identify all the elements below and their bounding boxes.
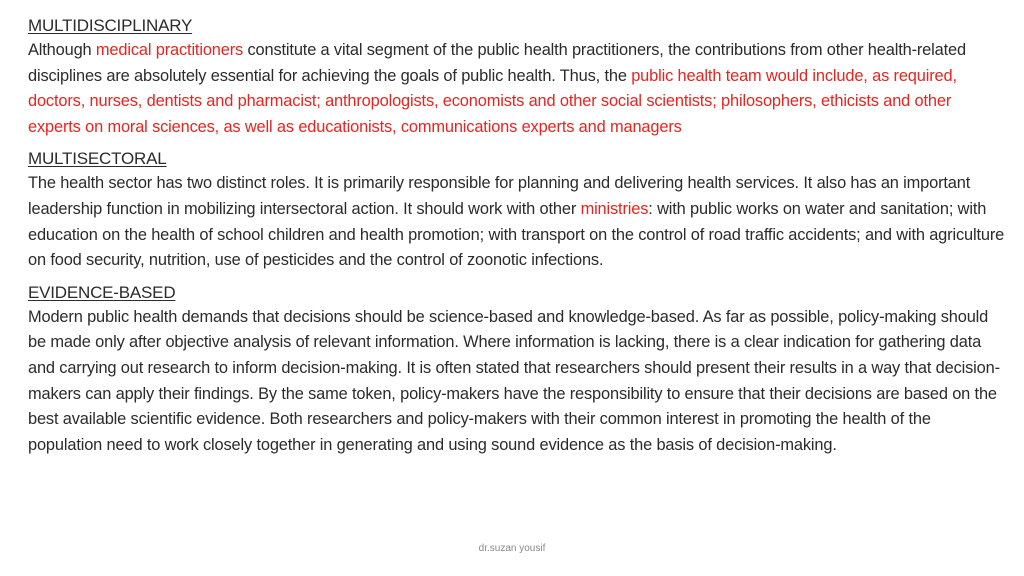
text-run: : with public works on water and sanitation; with education on the health of school children and health promotion; with transport on the control of road traffic accidents; and with agriculture on food security, nutrition, use of pesticides and the control of zoonotic infections. bbox=[28, 199, 1005, 270]
highlight-text: public health team would include, as required, doctors, nurses, dentists and pharmacist; anthropologists, economists and other social scientists; philosophers, ethicists and other experts on moral sciences, as well as educationists, communications experts and managers bbox=[28, 66, 957, 136]
section-multidisciplinary bbox=[28, 14, 1008, 140]
slide-content bbox=[28, 14, 1008, 458]
highlight-text: ministries bbox=[580, 199, 649, 218]
highlight-text: medical practitioners bbox=[95, 41, 244, 59]
footer-author: dr.suzan yousif bbox=[478, 543, 546, 554]
text-run: constitute a vital segment of the public health practitioners, the contributions from other health-related disciplines are absolutely essential for achieving the goals of public health. Thus, the bbox=[28, 41, 966, 85]
section-heading: MULTIDISCIPLINARY bbox=[28, 16, 193, 35]
text-run: The health sector has two distinct roles. It is primarily responsible for planning and delivering health services. It also has an important leadership function in mobilizing intersectoral action. It should work with other bbox=[28, 174, 971, 218]
section-heading: MULTISECTORAL bbox=[28, 149, 167, 169]
section-evidence-based bbox=[28, 281, 1008, 459]
section-paragraph bbox=[28, 38, 1008, 140]
section-paragraph bbox=[28, 171, 1008, 273]
text-run: Although bbox=[28, 41, 96, 59]
section-multisectoral bbox=[28, 147, 1008, 273]
section-paragraph: Modern public health demands that decisions should be science-based and knowledge-based. As far as possible, policy-making should be made only after objective analysis of relevant information. Where information is lacking, there is a clear indication for gathering data and carrying out research to inform decision-making. It is often stated that researchers should present their results in a way that decision-makers can apply their findings. By the same token, policy-makers have the responsibility to ensure that their decisions are based on the best available scientific evidence. Both researchers and policy-makers with their common interest in promoting the health of the population need to work closely together in generating and using sound evidence as the basis of decision-making. bbox=[28, 307, 1000, 454]
section-heading: EVIDENCE-BASED bbox=[28, 282, 176, 302]
